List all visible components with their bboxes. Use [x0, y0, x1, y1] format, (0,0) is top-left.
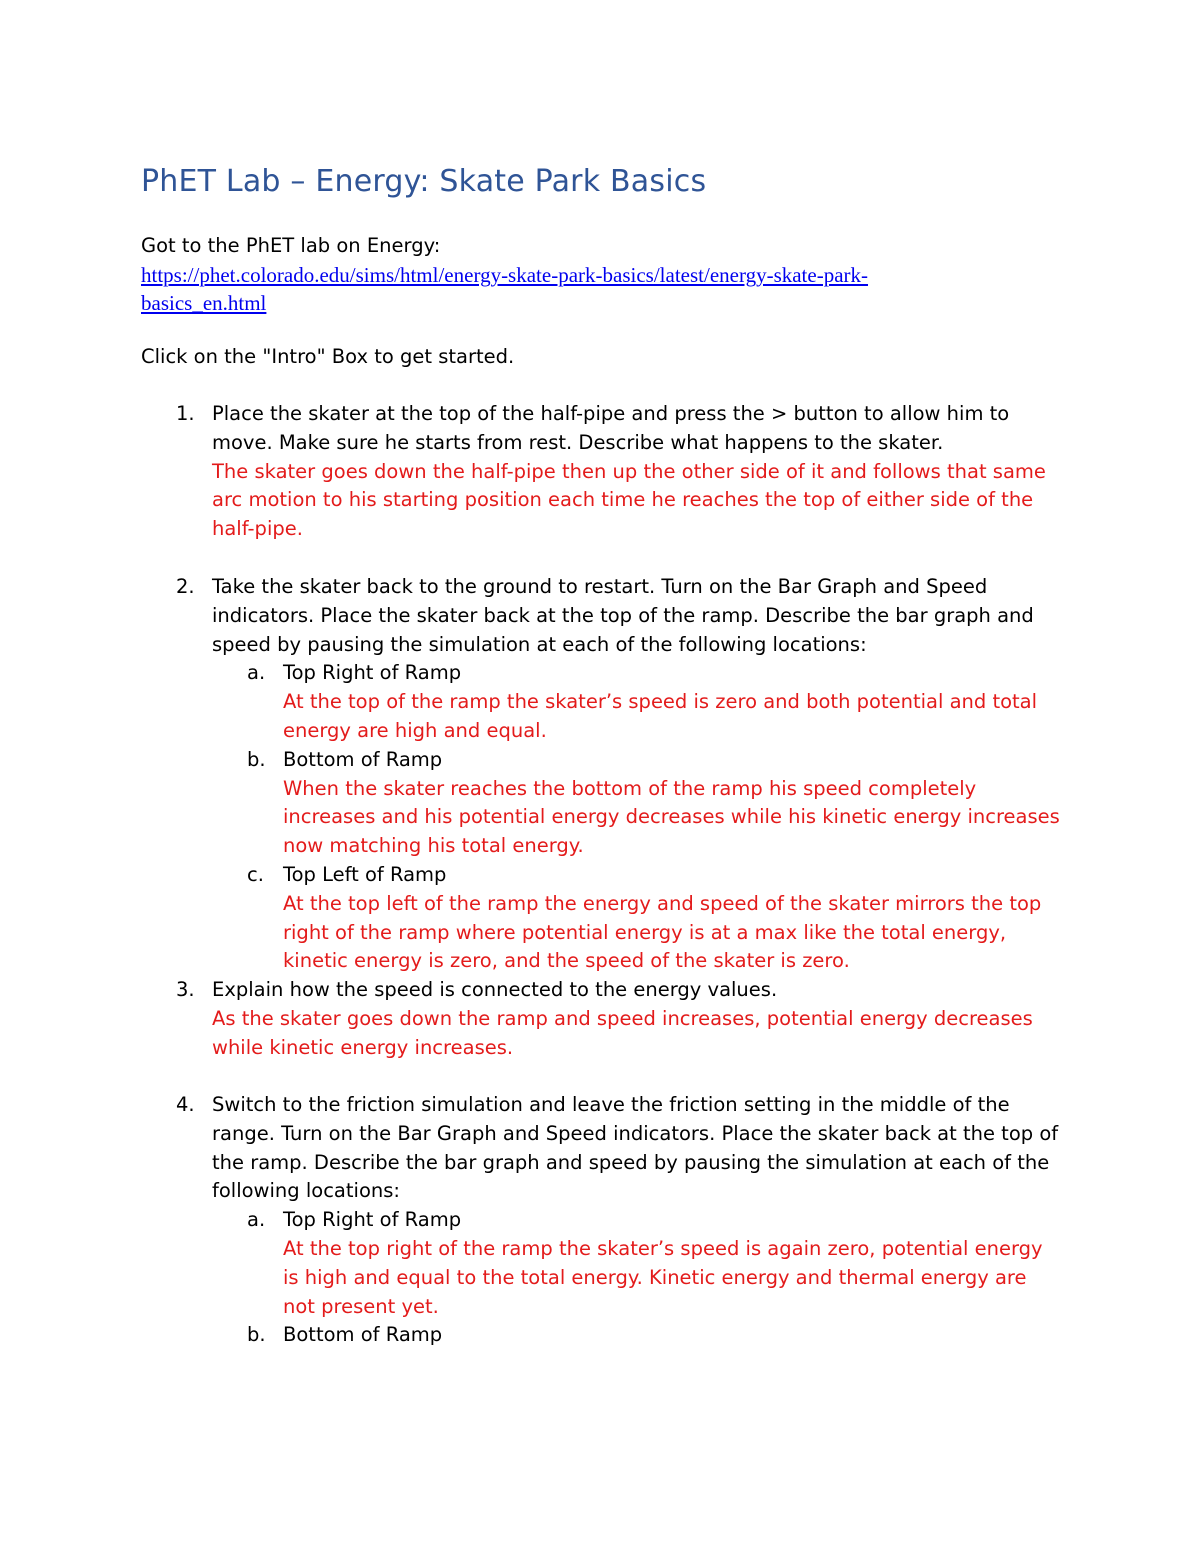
sub-item-c — [247, 861, 1061, 976]
intro-block — [141, 232, 1041, 318]
question-text: Explain how the speed is connected to the energy values. — [212, 978, 778, 1001]
sub-item-label: Top Right of Ramp — [283, 661, 462, 685]
question-number: 2. — [176, 575, 195, 598]
question-text: Switch to the friction simulation and leave the friction setting in the middle of the range. Turn on the Bar Graph and Speed indicators. Place the skater back at the top of the ramp. Describe the bar graph and speed by pausing the simulation at each of the following locations: — [212, 1093, 1059, 1203]
sub-item-letter: a. — [247, 1208, 266, 1232]
answer-text: The skater goes down the half-pipe then up the other side of it and follows that same arc motion to his starting position each time he reaches the top of either side of the half-pipe. — [212, 459, 1046, 541]
question-2 — [141, 573, 1061, 976]
sub-item-letter: c. — [247, 862, 264, 886]
phet-link[interactable]: https://phet.colorado.edu/sims/html/energy-skate-park-basics/latest/energy-skate-park-basics_en.html — [141, 262, 869, 316]
answer-text: When the skater reaches the bottom of the ramp his speed completely increases and his potential energy decreases while his kinetic energy increases now matching his total energy. — [283, 776, 1060, 858]
document-title: PhET Lab – Energy: Skate Park Basics — [141, 164, 707, 199]
question-number: 4. — [176, 1093, 195, 1116]
question-4 — [141, 1091, 1061, 1350]
sub-item-b — [247, 746, 1061, 861]
sub-item-b — [247, 1321, 1061, 1350]
answer-text: At the top left of the ramp the energy and speed of the skater mirrors the top right of the ramp where potential energy is at a max like the total energy, kinetic energy is zero, and the speed of the skater is zero. — [283, 891, 1042, 973]
sub-item-label: Top Right of Ramp — [283, 1208, 462, 1232]
question-number: 3. — [176, 978, 195, 1001]
sub-item-label: Bottom of Ramp — [283, 747, 443, 771]
sub-item-label: Bottom of Ramp — [283, 1323, 443, 1347]
answer-text: As the skater goes down the ramp and speed increases, potential energy decreases while kinetic energy increases. — [212, 1006, 1033, 1059]
question-number: 1. — [176, 402, 195, 425]
question-1 — [141, 400, 1061, 544]
sub-item-letter: b. — [247, 747, 266, 771]
sub-item-label: Top Left of Ramp — [283, 862, 447, 886]
intro-text: Got to the PhET lab on Energy: — [141, 234, 441, 257]
question-text: Take the skater back to the ground to restart. Turn on the Bar Graph and Speed indicators. Place the skater back at the top of the ramp. Describe the bar graph and speed by pausing the simulation at each of the following locations: — [212, 575, 1034, 656]
answer-text: At the top of the ramp the skater’s speed is zero and both potential and total energy are high and equal. — [283, 690, 1038, 742]
question-text: Place the skater at the top of the half-pipe and press the > button to allow him to move. Make sure he starts from rest. Describe what happens to the skater. — [212, 402, 1010, 454]
sub-item-a — [247, 659, 1061, 745]
sub-item-a — [247, 1206, 1061, 1321]
sub-item-letter: a. — [247, 661, 266, 685]
answer-text: At the top right of the ramp the skater’s speed is again zero, potential energy is high and equal to the total energy. Kinetic energy and thermal energy are not present yet. — [283, 1236, 1043, 1318]
start-instruction: Click on the "Intro" Box to get started. — [141, 345, 515, 368]
question-3 — [141, 976, 1061, 1062]
sub-item-letter: b. — [247, 1323, 266, 1347]
